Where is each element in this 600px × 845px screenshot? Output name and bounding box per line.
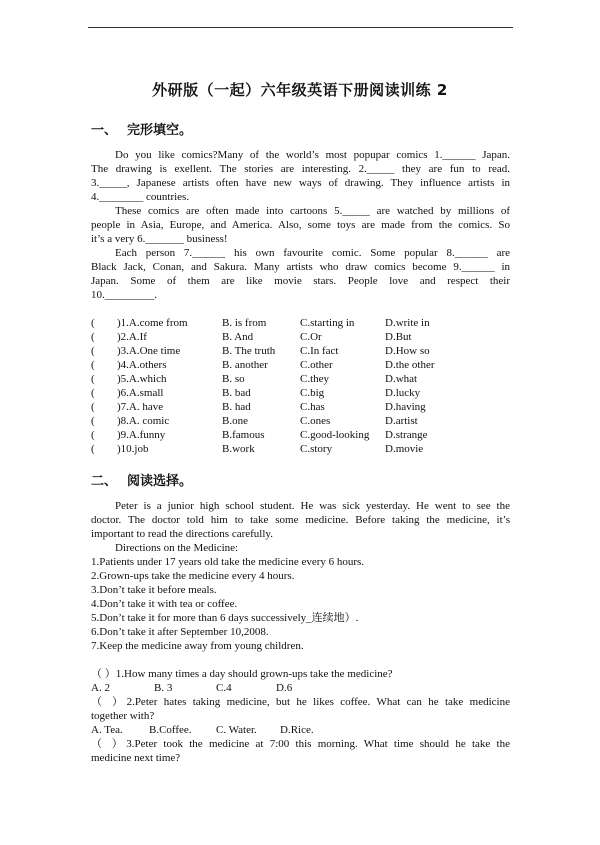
question-row: ( )8.A. comic B.one C.ones D.artist <box>91 415 418 427</box>
directions-list <box>91 555 510 653</box>
direction-item: 6.Don’t take it after September 10,2008. <box>91 626 269 638</box>
option: A. 2 <box>91 682 110 694</box>
question-row: ( )2.A.If B. And C.Or D.But <box>91 331 412 343</box>
question-row: ( )4.A.others B. another C.other D.the other <box>91 359 435 371</box>
option: D.6 <box>276 682 293 694</box>
section1-number: 一、 <box>91 123 118 138</box>
header-rule <box>88 27 513 28</box>
direction-item: 3.Don’t take it before meals. <box>91 584 217 596</box>
section2-number: 二、 <box>91 474 118 489</box>
question-row: ( )5.A.which B. so C.they D.what <box>91 373 418 385</box>
question-1: （ ）1.How many times a day should grown-ups take the medicine? <box>91 668 393 680</box>
question-2: （ ）2.Peter hates taking medicine, but he likes coffee. What can he take medicine together with? <box>91 696 510 722</box>
question-3: （ ）3.Peter took the medicine at 7:00 this morning. What time should he take the medicine next time? <box>91 738 510 764</box>
direction-item: 4.Don’t take it with tea or coffee. <box>91 598 238 610</box>
option: B.Coffee. <box>149 724 192 736</box>
section1-paragraph-1: Do you like comics?Many of the world’s most popupar comics 1.______ Japan. The drawing is exellent. The stories are interesting. 2._____ they are fun to read. 3._____, Japanese artists often have new ways of drawing. They influence artists in 4.________ countries. <box>91 149 510 203</box>
option: D.Rice. <box>280 724 314 736</box>
section1-title: 完形填空。 <box>127 123 193 138</box>
directions-title: Directions on the Medicine: <box>115 542 239 554</box>
question-row: ( )10.job B.work C.story D.movie <box>91 443 424 455</box>
page-title: 外研版（一起）六年级英语下册阅读训练 2 <box>152 81 448 99</box>
question-row: ( )6.A.small B. bad C.big D.lucky <box>91 387 421 399</box>
option: B. 3 <box>154 682 173 694</box>
direction-item: 2.Grown-ups take the medicine every 4 hours. <box>91 570 295 582</box>
direction-item: 7.Keep the medicine away from young children. <box>91 640 304 652</box>
section1-paragraph-2: These comics are often made into cartoons 5._____ are watched by millions of people in Asia, Europe, and America. Also, some toys are made from the comics. So it’s a very 6._______ business! <box>91 205 510 245</box>
question-row: ( )3.A.One time B. The truth C.In fact D.How so <box>91 345 430 357</box>
option: C. Water. <box>216 724 257 736</box>
option: C.4 <box>216 682 232 694</box>
section2-title: 阅读选择。 <box>127 474 193 489</box>
option: A. Tea. <box>91 724 123 736</box>
section1-heading <box>91 119 192 138</box>
direction-item: 1.Patients under 17 years old take the medicine every 6 hours. <box>91 556 365 568</box>
direction-item: 5.Don’t take it for more than 6 days successively_连续地）. <box>91 612 359 624</box>
question-row: ( )9.A.funny B.famous C.good-looking D.strange <box>91 429 428 441</box>
section2-heading <box>91 470 192 489</box>
question-row: ( )1.A.come from B. is from C.starting in D.write in <box>91 317 430 329</box>
section2-paragraph: Peter is a junior high school student. He was sick yesterday. He went to see the doctor. The doctor told him to take some medicine. Before taking the medicine, it’s important to read the directions carefully. <box>91 500 510 540</box>
question-row: ( )7.A. have B. had C.has D.having <box>91 401 426 413</box>
section1-paragraph-3: Each person 7.______ his own favourite comic. Some popular 8.______ are Black Jack, Conan, and Sakura. Many artists who draw comics become 9.______ in Japan. Some of them are like movie stars. People love and respect their 10._________. <box>91 247 510 301</box>
